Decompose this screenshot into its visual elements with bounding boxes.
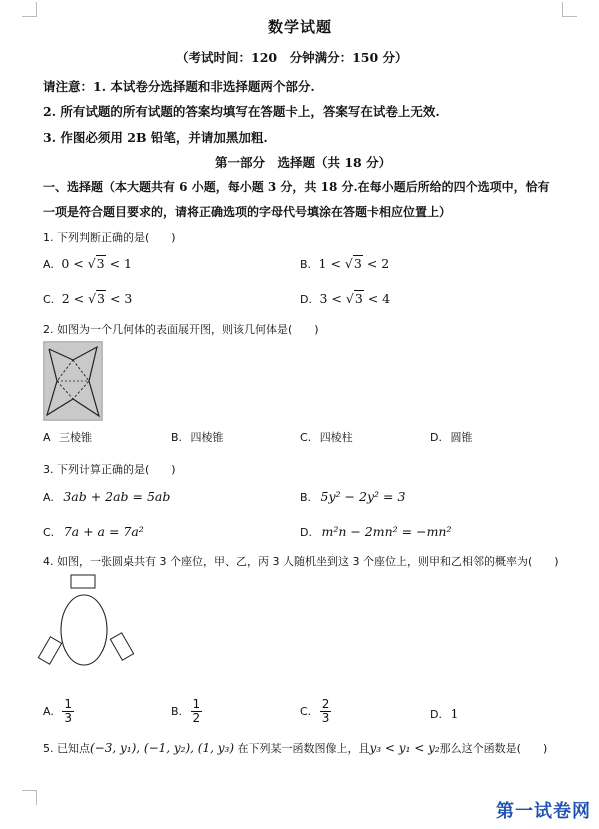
option-letter: C. (300, 431, 312, 444)
option-letter: D. (300, 526, 312, 539)
q5-stem-mid: 在下列某一函数图像上，且 (237, 742, 370, 755)
option-letter: C. (43, 526, 55, 539)
fraction (320, 698, 332, 725)
crop-mark-bottom-left (22, 790, 37, 805)
exam-info: （考试时间：120 分钟满分：150 分） (176, 50, 408, 65)
q1-option-b: B. 1 < √3 < 2 (300, 256, 390, 271)
option-pre: 3 < (319, 291, 346, 306)
q3-option-b (300, 489, 405, 504)
option-letter: A. (43, 491, 54, 504)
q5-condition: y₃ < y₁ < y₂ (369, 741, 440, 755)
option-expression: 3ab + 2ab = 5ab (63, 489, 171, 504)
option-letter: D. (430, 708, 442, 721)
crop-mark-top-right (562, 2, 577, 17)
q4-option-a (43, 698, 74, 725)
q1-option-d: D. 3 < √3 < 4 (300, 291, 391, 306)
option-radicand: 3 (353, 256, 362, 271)
option-pre: 0 < (61, 256, 88, 271)
option-post: < 4 (363, 291, 391, 306)
q5-stem-post: 那么这个函数是( ) (439, 742, 548, 755)
option-text: 三棱锥 (59, 431, 93, 444)
question-5-stem (43, 740, 547, 756)
q2-option-d (430, 429, 472, 445)
question-2-stem: 2. 如图为一个几何体的表面展开图，则该几何体是( ) (43, 323, 319, 336)
option-letter: A. (43, 705, 54, 718)
option-letter: C. (43, 293, 55, 306)
page-title: 数学试题 (268, 18, 333, 36)
option-expression: 7a + a = 7a² (63, 524, 144, 539)
option-letter: A. (43, 258, 54, 271)
option-letter: B. (171, 431, 183, 444)
crop-mark-top-left (22, 2, 37, 17)
watermark-logo: 第一试卷网 (496, 801, 591, 822)
option-radicand: 3 (96, 256, 105, 271)
option-expression: 5y² − 2y² = 3 (320, 489, 406, 504)
option-text: 圆锥 (450, 431, 473, 444)
question-4-stem: 4. 如图，一张圆桌共有 3 个座位，甲、乙，丙 3 人随机坐到这 3 个座位上，则甲和乙相邻的概率为( ) (43, 555, 559, 568)
q3-option-c (43, 524, 144, 539)
option-post: < 3 (105, 291, 133, 306)
notice-line-2: 2. 所有试题的所有试题的答案均填写在答题卡上，答案写在试卷上无效. (43, 104, 440, 119)
option-expression: m²n − 2mn² = −mn² (321, 524, 452, 539)
option-letter: D. (430, 431, 442, 444)
option-radicand: 3 (97, 291, 105, 306)
fraction-denominator: 3 (64, 711, 72, 725)
fraction-numerator: 2 (321, 697, 330, 711)
q1-option-a: A. 0 < √3 < 1 (43, 256, 132, 271)
option-pre: 1 < (318, 256, 345, 271)
q5-points: (−3, y₁), (−1, y₂), (1, y₃) (90, 741, 235, 755)
option-text: 1 (450, 706, 459, 721)
question-1-stem: 1. 下列判断正确的是( ) (43, 231, 176, 244)
option-letter: B. (300, 258, 312, 271)
fraction-numerator: 1 (64, 697, 72, 711)
question-3-stem: 3. 下列计算正确的是( ) (43, 463, 176, 476)
q5-stem-pre: 5. 已知点 (43, 742, 90, 755)
q2-option-b (171, 429, 224, 445)
section-intro-line-2: 一项是符合题目要求的，请将正确选项的字母代号填涂在答题卡相应位置上） (43, 205, 452, 219)
option-pre: 2 < (61, 291, 89, 306)
fraction-denominator: 3 (321, 711, 330, 725)
q2-option-c (300, 429, 353, 445)
q1-option-c: C. 2 < √3 < 3 (43, 291, 133, 306)
round-table-figure (40, 574, 140, 674)
option-post: < 2 (362, 256, 390, 271)
fraction-numerator: 1 (192, 697, 201, 711)
q3-option-d (300, 524, 451, 539)
option-radicand: 3 (354, 291, 363, 306)
option-letter: B. (171, 705, 183, 718)
q3-option-a (43, 489, 170, 504)
q2-option-a (43, 429, 92, 445)
option-letter: D. (300, 293, 312, 306)
option-letter: B. (300, 491, 312, 504)
notice-line-1: 请注意：1. 本试卷分选择题和非选择题两个部分. (43, 79, 315, 94)
section-intro-line-1: 一、选择题（本大题共有 6 小题，每小题 3 分，共 18 分.在每小题后所给的四个选项中，恰有 (43, 180, 550, 194)
net-figure (43, 341, 103, 421)
fraction (62, 698, 74, 725)
option-post: < 1 (105, 256, 132, 271)
option-letter: A (43, 431, 51, 444)
q4-option-d (430, 706, 458, 721)
option-text: 四棱柱 (319, 431, 353, 444)
fraction (191, 698, 203, 725)
q4-option-c (300, 698, 331, 725)
fraction-denominator: 2 (192, 711, 201, 725)
part1-heading: 第一部分 选择题（共 18 分） (215, 155, 392, 170)
q4-option-b (171, 698, 202, 725)
option-letter: C. (300, 705, 312, 718)
notice-line-3: 3. 作图必须用 2B 铅笔，并请加黑加粗. (43, 130, 268, 145)
option-text: 四棱锥 (190, 431, 224, 444)
